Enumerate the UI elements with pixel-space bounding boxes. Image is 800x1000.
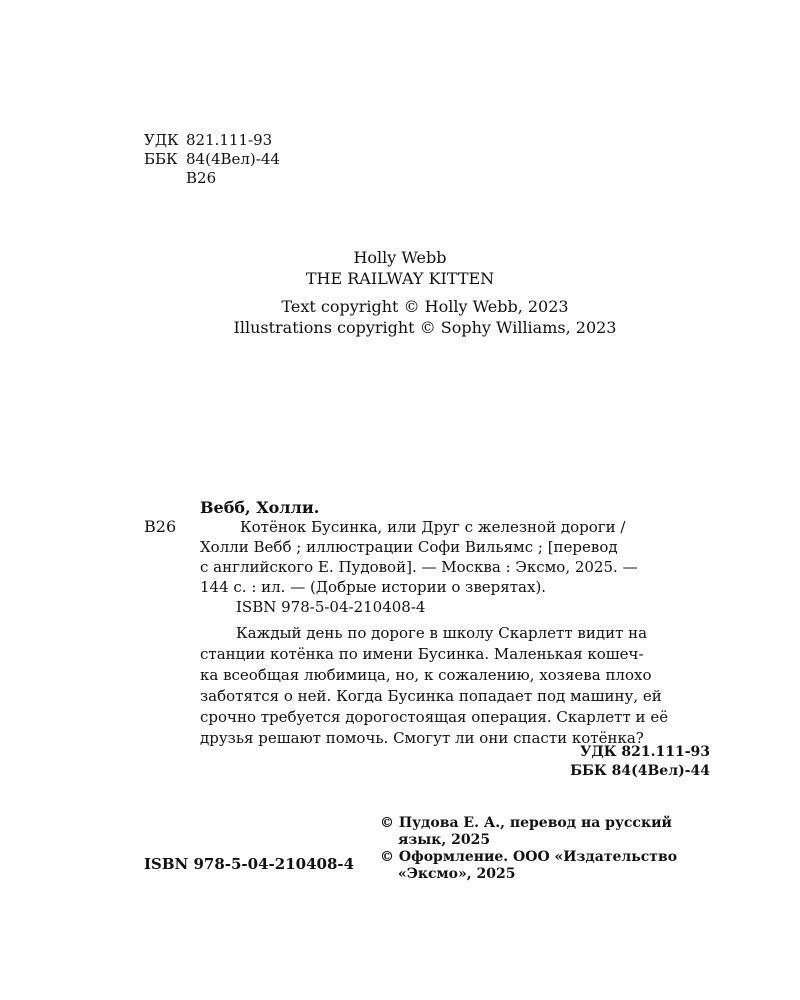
annotation-line: станции котёнка по имени Бусинка. Маленькая кошеч- <box>200 645 644 663</box>
udk-right: УДК 821.111-93 <box>579 744 710 760</box>
text-copyright: Text copyright © Holly Webb, 2023 <box>281 297 569 316</box>
bibliography-code: В26 <box>144 517 177 536</box>
original-title-block <box>150 247 650 289</box>
annotation-line: Каждый день по дороге в школу Скарлетт видит на <box>236 624 648 642</box>
biblio-line: с английского Е. Пудовой]. — Москва : Эксмо, 2025. — <box>200 558 638 576</box>
bbk-label: ББК <box>144 150 178 168</box>
original-author: Holly Webb <box>353 248 447 267</box>
annotation-line: срочно требуется дорогостоящая операция. Скарлетт и её <box>200 708 669 726</box>
annotation-line: ка всеобщая любимица, но, к сожалению, хозяева плохо <box>200 666 652 684</box>
annotation <box>200 623 710 749</box>
annotation-line: заботятся о ней. Когда Бусинка попадает под машину, ей <box>200 687 662 705</box>
original-title: THE RAILWAY KITTEN <box>305 269 495 288</box>
design-copyright: © Оформление. ООО «Издательство <box>380 849 678 865</box>
isbn-bottom: ISBN 978-5-04-210408-4 <box>144 855 355 873</box>
udk-value: 821.111-93 <box>186 131 273 149</box>
translation-copyright-cont: язык, 2025 <box>398 832 491 848</box>
udk-label: УДК <box>144 131 179 149</box>
illustrations-copyright: Illustrations copyright © Sophy Williams, 2023 <box>233 318 617 337</box>
udk-row <box>144 131 344 150</box>
biblio-line: Холли Вебб ; иллюстрации Софи Вильямс ; [перевод <box>200 538 618 556</box>
author-code-row <box>144 169 344 188</box>
bbk-row <box>144 150 344 169</box>
copyright-notices <box>380 815 720 883</box>
classification-right <box>520 743 710 781</box>
isbn-record: ISBN 978-5-04-210408-4 <box>236 598 426 616</box>
bbk-value: 84(4Вел)-44 <box>186 150 280 168</box>
classification-block <box>144 131 344 188</box>
biblio-line: Котёнок Бусинка, или Друг с железной дороги / <box>240 518 626 536</box>
author-heading: Вебб, Холли. <box>200 498 320 517</box>
bibliographic-record <box>200 517 720 597</box>
original-copyright-block <box>150 296 700 338</box>
bbk-right: ББК 84(4Вел)-44 <box>570 763 710 779</box>
biblio-line: 144 с. : ил. — (Добрые истории о зверятах). <box>200 578 547 596</box>
author-code: В26 <box>186 169 217 187</box>
annotation-line: друзья решают помочь. Смогут ли они спасти котёнка? <box>200 729 644 747</box>
design-copyright-cont: «Эксмо», 2025 <box>398 866 516 882</box>
translation-copyright: © Пудова Е. А., перевод на русский <box>380 815 672 831</box>
